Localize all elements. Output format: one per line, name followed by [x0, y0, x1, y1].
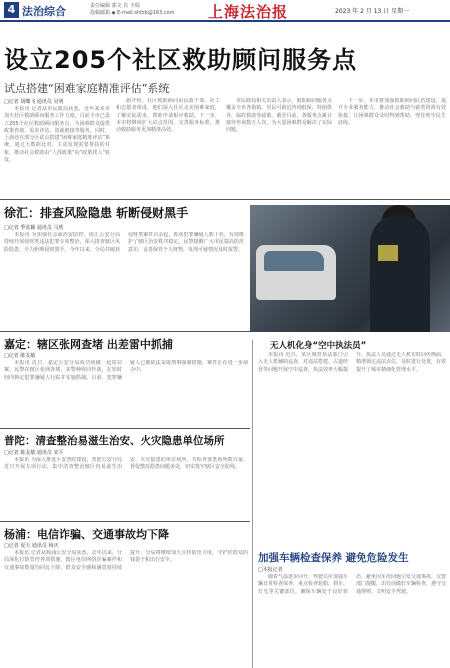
article-xuhui-byline: □记者 季张颖 通讯员 马欣 [4, 225, 64, 231]
article-jiading-text: 本报讯 近日，嘉定公安分局成功侦破一起盗窃案，民警在辖区张网查堵，多警种协同作战，在短时间内锁定犯罪嫌疑人行踪并实施抓捕。目前，犯罪嫌疑人已被依法采取刑事强制措施，案件正在进一步侦办中。 [4, 360, 248, 381]
article-vehicle-headline: 加强车辆检查保养 避免危险发生 [258, 552, 409, 564]
photo-article-text: 本报讯 近日，某区城管执法部门引入无人机辅助巡查，对违法搭建、占道经营等问题开展空中巡查，执法效率大幅提升。执法人员通过无人机实时回传画面，精准锁定违法点位，及时进行处置，有效提升了城市精细化管理水平。 [258, 352, 446, 373]
officer-body-shape [370, 215, 430, 332]
lead-col4-text: 下一步，本市将加强救助顾问队伍建设，提升专业服务能力，推动社会救助与慈善资源有效衔接，让困难群众及时得到帮助，兜住兜牢民生底线。 [338, 98, 446, 126]
masthead [0, 0, 450, 22]
article-yangpu-byline: □记者 夏天 通讯员 杨庆 [4, 543, 59, 549]
section-title: 法治综合 [22, 5, 66, 18]
article-putuo-body [4, 457, 248, 519]
photo-caption: 无人机化身“空中执法员” [270, 341, 367, 351]
page-number: 4 [4, 2, 19, 18]
article-yangpu-headline: 杨浦：电信诈骗、交通事故均下降 [4, 528, 169, 541]
vehicle-window-shape [264, 251, 324, 271]
article-xuhui-body [4, 232, 244, 327]
newspaper-logo: 上海法治报 [208, 3, 289, 21]
divider [0, 521, 250, 522]
header-meta [90, 3, 200, 17]
article-jiading-byline: □记者 陈友敏 [4, 353, 36, 359]
editor-line: 责任编辑 郭文 肖 卡瑞 [90, 3, 140, 9]
lead-column-4 [338, 98, 446, 196]
news-photo [250, 205, 450, 332]
article-putuo-headline: 普陀：清查整治易滋生治安、火灾隐患单位场所 [4, 435, 225, 447]
photo-article-body [258, 352, 446, 542]
lead-headline: 设立205个社区救助顾问服务点 [4, 46, 358, 74]
divider [0, 331, 250, 332]
article-yangpu-text: 本报讯 记者从杨浦公安分局获悉，去年以来，分局深化打防管控各项措施，辖区电信网络诈骗案件和交通事故数量均同比下降，群众安全感和满意度持续提升。分局将继续加大宣传防范力度，守护好群众的钱袋子和出行安全。 [4, 550, 248, 571]
article-xuhui-text: 本报讯 为加强社会面治安防控，徐汇公安分局持续开展侵财类违法犯罪专项整治，深入排查辖区风险隐患，全力斩断侵财黑手。今年以来，分局共破获侵财类案件百余起，抓获犯罪嫌疑人数十名，有效维护了辖区治安秩序稳定。民警提醒广大市民提高防范意识，妥善保管个人财物，发现可疑情况及时报警。 [4, 232, 244, 253]
article-putuo-byline: □记者 陈友敏 通讯员 宋平 [4, 450, 64, 456]
lead-subheadline: 试点搭建“困难家庭精准评估”系统 [4, 82, 170, 95]
lead-col1-text: 本报讯 记者从市民政局获悉，近年来本市加大社区救助顾问服务工作力度，目前全市已设立205个社区救助顾问服务点，为困难群众提供政策咨询、需求评估、资源链接等服务。同时，上海还在部分区试点搭建“困难家庭精准评估”系统，通过大数据比对，主动发现需要帮扶的对象，推动社会救助由“人找政策”向“政策找人”转变。 [4, 106, 110, 164]
lead-column-3 [226, 98, 332, 196]
lead-column-1 [4, 106, 110, 196]
issue-date: 2023 年 2 月 13 日 星期一 [335, 8, 410, 15]
uniform-patch-shape [378, 245, 398, 261]
article-yangpu-body [4, 550, 248, 664]
lead-column-2 [116, 98, 220, 196]
article-jiading-body [4, 360, 248, 426]
email-line: 投稿邮箱 ◆ E-mail:shfzb@163.com [90, 10, 175, 16]
lead-col2-text: 据介绍，社区救助顾问由民政干部、社工和志愿者组成，他们深入社区走访困难家庭，了解实际需求，帮助申请相应救助。下一步，本市将继续扩大试点范围，完善服务标准，推动救助服务更加精准高效。 [116, 98, 220, 134]
lead-col3-text: 市民政局相关负责人表示，救助顾问服务点覆盖全市各街镇，居民可就近咨询低保、特困供养、临时救助等政策。截至目前，各服务点累计接待咨询数万人次，为大量困难群众解决了实际问题。 [226, 98, 332, 134]
lead-byline: □记者 胡蝶飞 通讯员 吴明 [4, 99, 64, 105]
article-xuhui-headline: 徐汇：排查风险隐患 斩断侵财黑手 [4, 206, 189, 220]
article-putuo-text: 本报讯 为深入推进平安普陀建设，普陀公安分局近日开展专项行动，集中清查整治辖区内易滋生治安、火灾隐患的单位场所，共检查各类场所数百家，督促整改隐患问题多处，切实筑牢辖区安全防线。 [4, 457, 248, 471]
article-vehicle-byline: □本报记者 [258, 567, 283, 573]
article-vehicle-text: 随着气温逐步回升，驾驶员应加强车辆日常检查保养，重点检查轮胎、刹车、灯光等关键部位，确保车辆处于良好状态，避免因车况问题引发交通事故。交警部门提醒，出行前做好车辆检查，遵守交通规则，文明安全驾驶。 [258, 574, 446, 595]
divider [0, 199, 450, 200]
divider [0, 428, 250, 429]
article-jiading-headline: 嘉定：辖区张网查堵 出差雷中抓捕 [4, 338, 173, 351]
column-divider [252, 340, 253, 668]
article-vehicle-body [258, 574, 446, 664]
